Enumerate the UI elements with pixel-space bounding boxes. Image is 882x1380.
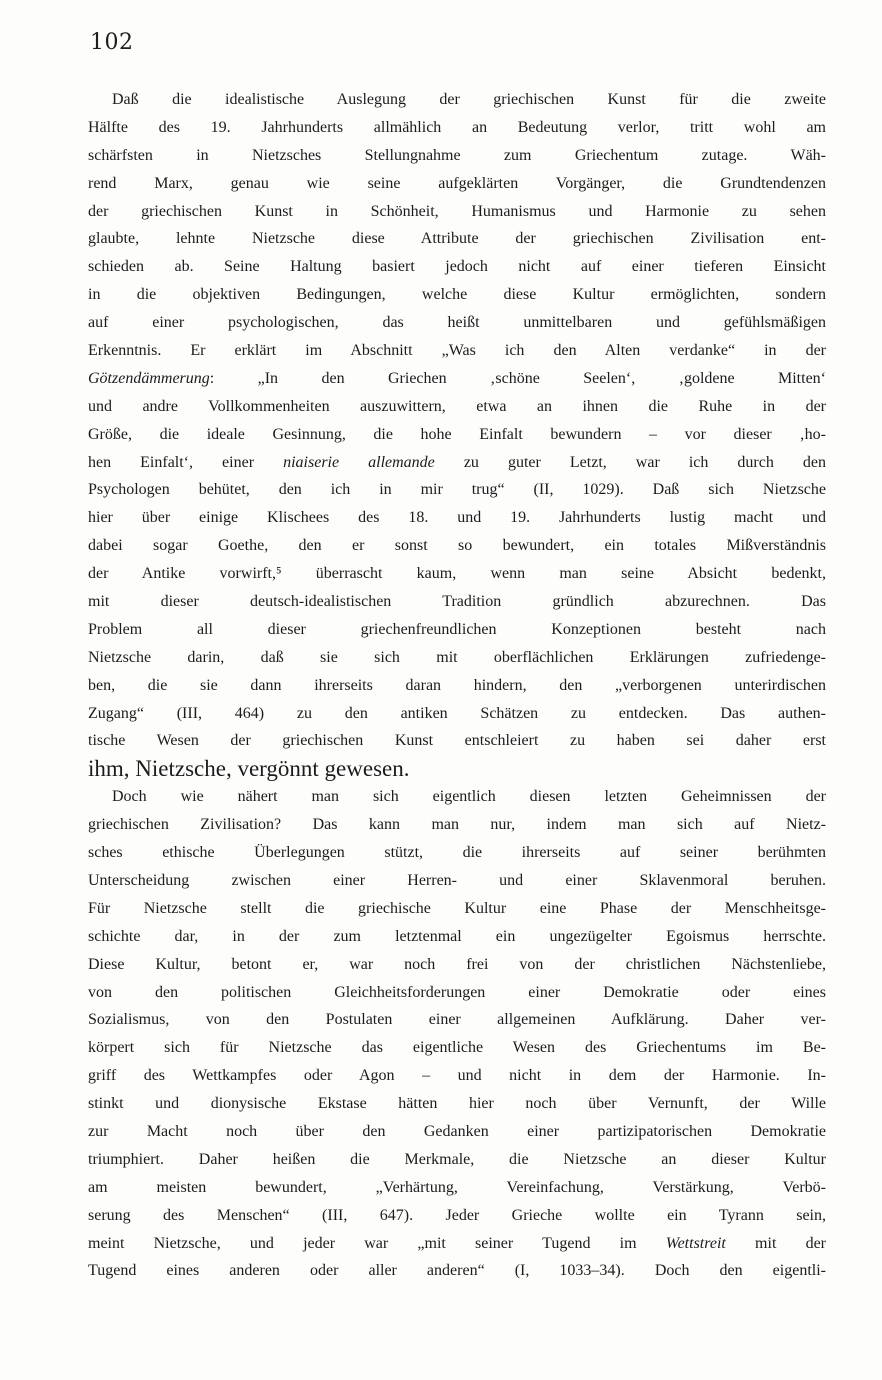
text-line xyxy=(88,755,826,783)
text-line xyxy=(88,588,826,616)
text-segment: Problem all dieser griechenfreundlichen Konzeptionen besteht nach xyxy=(88,620,826,638)
text-line xyxy=(88,616,826,644)
text-segment: tische Wesen der griechischen Kunst entschleiert zu haben sei daher erst xyxy=(88,732,826,750)
text-line xyxy=(88,1174,826,1202)
text-segment: in die objektiven Bedingungen, welche diese Kultur ermöglichten, sondern xyxy=(88,286,826,304)
text-line xyxy=(88,923,826,951)
text-line xyxy=(88,504,826,532)
text-segment: dabei sogar Goethe, den er sonst so bewundert, ein totales Mißverständnis xyxy=(88,537,826,555)
text-line xyxy=(88,1202,826,1230)
text-line xyxy=(88,1034,826,1062)
text-segment: mit der xyxy=(725,1234,826,1252)
text-line xyxy=(88,421,826,449)
text-line xyxy=(88,476,826,504)
text-segment: der griechischen Kunst in Schönheit, Humanismus und Harmonie zu sehen xyxy=(88,202,826,220)
text-segment: stinkt und dionysische Ekstase hätten hier noch über Vernunft, der Wille xyxy=(88,1095,826,1113)
text-segment: hen Einfalt‘, einer xyxy=(88,453,284,471)
text-line xyxy=(88,532,826,560)
text-segment: Zugang“ (III, 464) zu den antiken Schätzen zu entdecken. Das authen- xyxy=(88,704,826,722)
text-segment: triumphiert. Daher heißen die Merkmale, die Nietzsche an dieser Kultur xyxy=(88,1150,826,1168)
text-segment: zur Macht noch über den Gedanken einer partizipatorischen Demokratie xyxy=(88,1122,826,1140)
text-segment: Psychologen behütet, den ich in mir trug“ (II, 1029). Daß sich Nietzsche xyxy=(88,481,826,499)
text-line xyxy=(88,727,826,755)
text-line xyxy=(88,337,826,365)
text-line xyxy=(88,449,826,477)
text-segment: ben, die sie dann ihrerseits daran hindern, den „verborgenen unterirdischen xyxy=(88,676,826,694)
text-segment: Hälfte des 19. Jahrhunderts allmählich an Bedeutung verlor, tritt wohl am xyxy=(88,118,826,136)
text-segment: hier über einige Klischees des 18. und 19. Jahrhunderts lustig macht und xyxy=(88,509,826,527)
italic-text: Wettstreit xyxy=(665,1234,726,1252)
text-segment: körpert sich für Nietzsche das eigentliche Wesen des Griechentums im Be- xyxy=(88,1039,826,1057)
text-segment: auf einer psychologischen, das heißt unmittelbaren und gefühlsmäßigen xyxy=(88,314,826,332)
text-segment: von den politischen Gleichheitsforderungen einer Demokratie oder eines xyxy=(88,983,826,1001)
text-line xyxy=(88,114,826,142)
text-line xyxy=(88,867,826,895)
text-line xyxy=(88,142,826,170)
text-segment: Größe, die ideale Gesinnung, die hohe Einfalt bewundern – vor dieser ‚ho- xyxy=(88,425,826,443)
text-line xyxy=(88,198,826,226)
text-segment: rend Marx, genau wie seine aufgeklärten Vorgänger, die Grundtendenzen xyxy=(88,174,826,192)
text-line xyxy=(88,393,826,421)
text-line xyxy=(88,1230,826,1258)
text-line xyxy=(88,1006,826,1034)
italic-text: Götzendämmerung xyxy=(88,369,210,387)
text-line xyxy=(88,1062,826,1090)
text-line xyxy=(88,700,826,728)
text-line xyxy=(88,783,826,811)
text-segment: zu guter Letzt, war ich durch den xyxy=(434,453,826,471)
text-segment: serung des Menschen“ (III, 647). Jeder Grieche wollte ein Tyrann sein, xyxy=(88,1206,826,1224)
text-line xyxy=(88,979,826,1007)
text-segment: Tugend eines anderen oder aller anderen“ (I, 1033–34). Doch den eigentli- xyxy=(88,1262,826,1280)
text-line xyxy=(88,672,826,700)
text-segment: ihm, Nietzsche, vergönnt gewesen. xyxy=(88,756,410,782)
text-segment: Für Nietzsche stellt die griechische Kultur eine Phase der Menschheitsge- xyxy=(88,899,826,917)
text-line xyxy=(88,170,826,198)
text-line xyxy=(88,560,826,588)
text-segment: Diese Kultur, betont er, war noch frei von der christlichen Nächstenliebe, xyxy=(88,955,826,973)
body-text xyxy=(88,86,826,1285)
text-segment: Nietzsche darin, daß sie sich mit oberflächlichen Erklärungen zufriedenge- xyxy=(88,648,826,666)
text-line xyxy=(88,1257,826,1285)
text-segment: griff des Wettkampfes oder Agon – und nicht in dem der Harmonie. In- xyxy=(88,1067,826,1085)
text-segment: Sozialismus, von den Postulaten einer allgemeinen Aufklärung. Daher ver- xyxy=(88,1011,826,1029)
text-segment: schichte dar, in der zum letztenmal ein ungezügelter Egoismus herrschte. xyxy=(88,927,826,945)
text-segment: Doch wie nähert man sich eigentlich diesen letzten Geheimnissen der xyxy=(112,788,826,806)
text-line xyxy=(88,1118,826,1146)
text-segment: meint Nietzsche, und jeder war „mit seiner Tugend im xyxy=(88,1234,666,1252)
text-line xyxy=(88,839,826,867)
text-segment: Unterscheidung zwischen einer Herren- und einer Sklavenmoral beruhen. xyxy=(88,871,826,889)
text-line xyxy=(88,86,826,114)
text-line xyxy=(88,895,826,923)
text-line xyxy=(88,365,826,393)
text-segment: am meisten bewundert, „Verhärtung, Vereinfachung, Verstärkung, Verbö- xyxy=(88,1178,826,1196)
text-segment: sches ethische Überlegungen stützt, die ihrerseits auf seiner berühmten xyxy=(88,844,826,862)
text-segment: glaubte, lehnte Nietzsche diese Attribute der griechischen Zivilisation ent- xyxy=(88,230,826,248)
text-segment: schärfsten in Nietzsches Stellungnahme zum Griechentum zutage. Wäh- xyxy=(88,146,826,164)
text-line xyxy=(88,309,826,337)
text-line xyxy=(88,644,826,672)
text-segment: Daß die idealistische Auslegung der griechischen Kunst für die zweite xyxy=(112,91,826,108)
text-line xyxy=(88,951,826,979)
text-line xyxy=(88,811,826,839)
italic-text: niaiserie allemande xyxy=(283,453,435,471)
text-line xyxy=(88,1090,826,1118)
page-number: 102 xyxy=(90,30,134,55)
text-segment: schieden ab. Seine Haltung basiert jedoch nicht auf einer tieferen Einsicht xyxy=(88,258,826,276)
text-segment: der Antike vorwirft,⁵ überrascht kaum, wenn man seine Absicht bedenkt, xyxy=(88,565,826,583)
text-line xyxy=(88,225,826,253)
text-segment: griechischen Zivilisation? Das kann man nur, indem man sich auf Nietz- xyxy=(88,816,826,834)
text-line xyxy=(88,253,826,281)
text-segment: und andre Vollkommenheiten auszuwittern, etwa an ihnen die Ruhe in der xyxy=(88,397,826,415)
text-segment: mit dieser deutsch-idealistischen Tradition gründlich abzurechnen. Das xyxy=(88,593,826,611)
text-segment: : „In den Griechen ‚schöne Seelen‘, ‚goldene Mitten‘ xyxy=(209,369,826,387)
text-line xyxy=(88,281,826,309)
text-line xyxy=(88,1146,826,1174)
text-segment: Erkenntnis. Er erklärt im Abschnitt „Was ich den Alten verdanke“ in der xyxy=(88,342,826,360)
